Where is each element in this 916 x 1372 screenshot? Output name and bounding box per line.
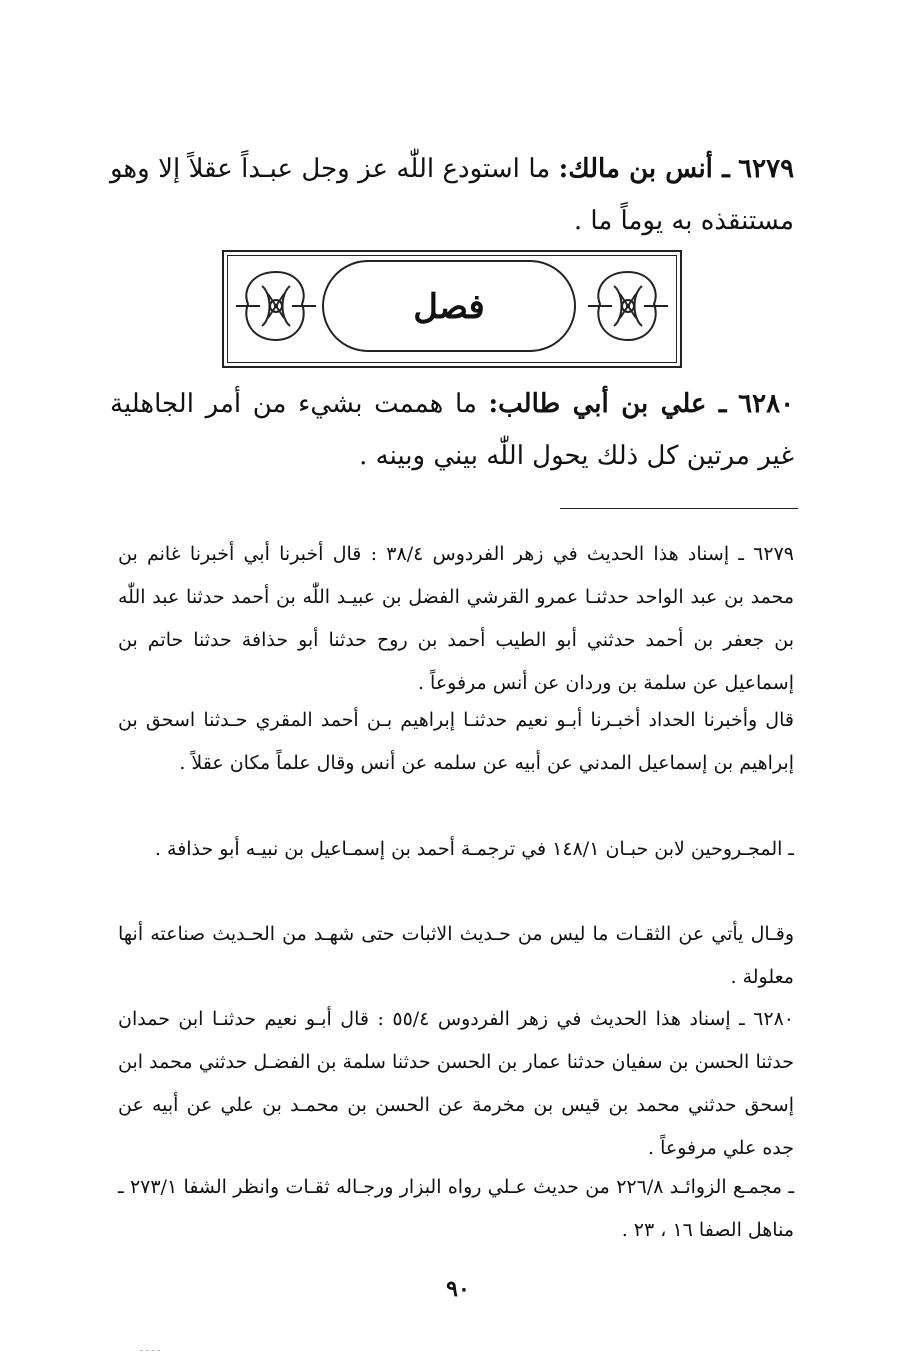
section-heading-frame (222, 250, 682, 368)
ornament-right-icon (584, 264, 672, 348)
title-oval (322, 260, 576, 352)
hadith-entry-6279: ٦٢٧٩ ـ أنس بن مالك: ما استودع اللّٰه عز وجل عبـداً عقلاً إلا وهو مستنقذه به يوماً ما . (110, 154, 795, 236)
footnote-majruhin: ـ المجـروحين لابن حبـان ١٤٨/١ في ترجمـة أحمد بن إسمـاعيل بن نبيـه أبو حذافة . (154, 838, 794, 860)
section-title: فصل (413, 287, 485, 327)
footnote-6280: ٦٢٨٠ ـ إسناد هذا الحديث في زهر الفردوس ٥٥/٤ : قال أبـو نعيم حدثنـا ابن حمدان حدثنا الحسن بن سفيان حدثنا عمار بن الحسن حدثنا سلمة بن الفضـل حدثني محمد ابن إسحق حدثني محمد بن قيس بن مخرمة عن الحسن بن محمـد بن علي عن أبيه عن جده علي مرفوعاً . (118, 1008, 794, 1159)
entry-text: ما هممت بشيء من أمر الجاهلية غير مرتين كل ذلك يحول اللّٰه بيني وبينه . (110, 389, 794, 471)
scan-mark (140, 1350, 160, 1351)
entry-text: ما استودع اللّٰه عز وجل عبـداً عقلاً إلا وهو مستنقذه به يوماً ما . (110, 154, 794, 236)
entry-narrator: علي بن أبي طالب: (488, 389, 707, 419)
page-number: ٩٠ (446, 1276, 470, 1302)
footnote-6279-second-chain: قال وأخبرنا الحداد أخبـرنا أبـو نعيم حدثنـا إبراهيم بـن أحمد المقري حـدثنا اسحق بن إبراهيم بن إسماعيل المدني عن أبيه عن سلمه عن أنس وقال علماً مكان عقلاً . (118, 709, 794, 774)
entry-number: ٦٢٨٠ (738, 389, 795, 419)
footnote-thiqat: وقـال يأتي عن الثقـات ما ليس من حـديث الاثبات حتى شهـد من الحـديث صناعته أنها معلولة . (118, 923, 794, 988)
footnote-separator (560, 508, 798, 509)
entry-narrator: أنس بن مالك: (558, 154, 713, 184)
entry-number: ٦٢٧٩ (738, 154, 795, 184)
footnote-majma-zawaid: ـ مجمـع الزوائـد ٢٢٦/٨ من حديث عـلي رواه البزار ورجـاله ثقـات وانظر الشفا ٢٧٣/١ ـ مناهل الصفا ١٦ ، ٢٣ . (118, 1176, 795, 1241)
footnote-6279: ٦٢٧٩ ـ إسناد هذا الحديث في زهر الفردوس ٣٨/٤ : قال أخبرنا أبي أخبرنا غانم بن محمد بن عبد الواحد حدثنـا عمرو القرشي الفضل بن عبيـد اللّٰه بن أحمد حدثنا عبد اللّٰه بن جعفر بن أحمد حدثني أبو الطيب أحمد بن روح حدثنا أبو حذافة حدثنا حاتم بن إسماعيل عن سلمة بن وردان عن أنس مرفوعاً . (118, 543, 794, 694)
hadith-entry-6280: ٦٢٨٠ ـ علي بن أبي طالب: ما هممت بشيء من أمر الجاهلية غير مرتين كل ذلك يحول اللّٰه بيني وبينه . (110, 389, 795, 471)
ornament-left-icon (232, 264, 320, 348)
